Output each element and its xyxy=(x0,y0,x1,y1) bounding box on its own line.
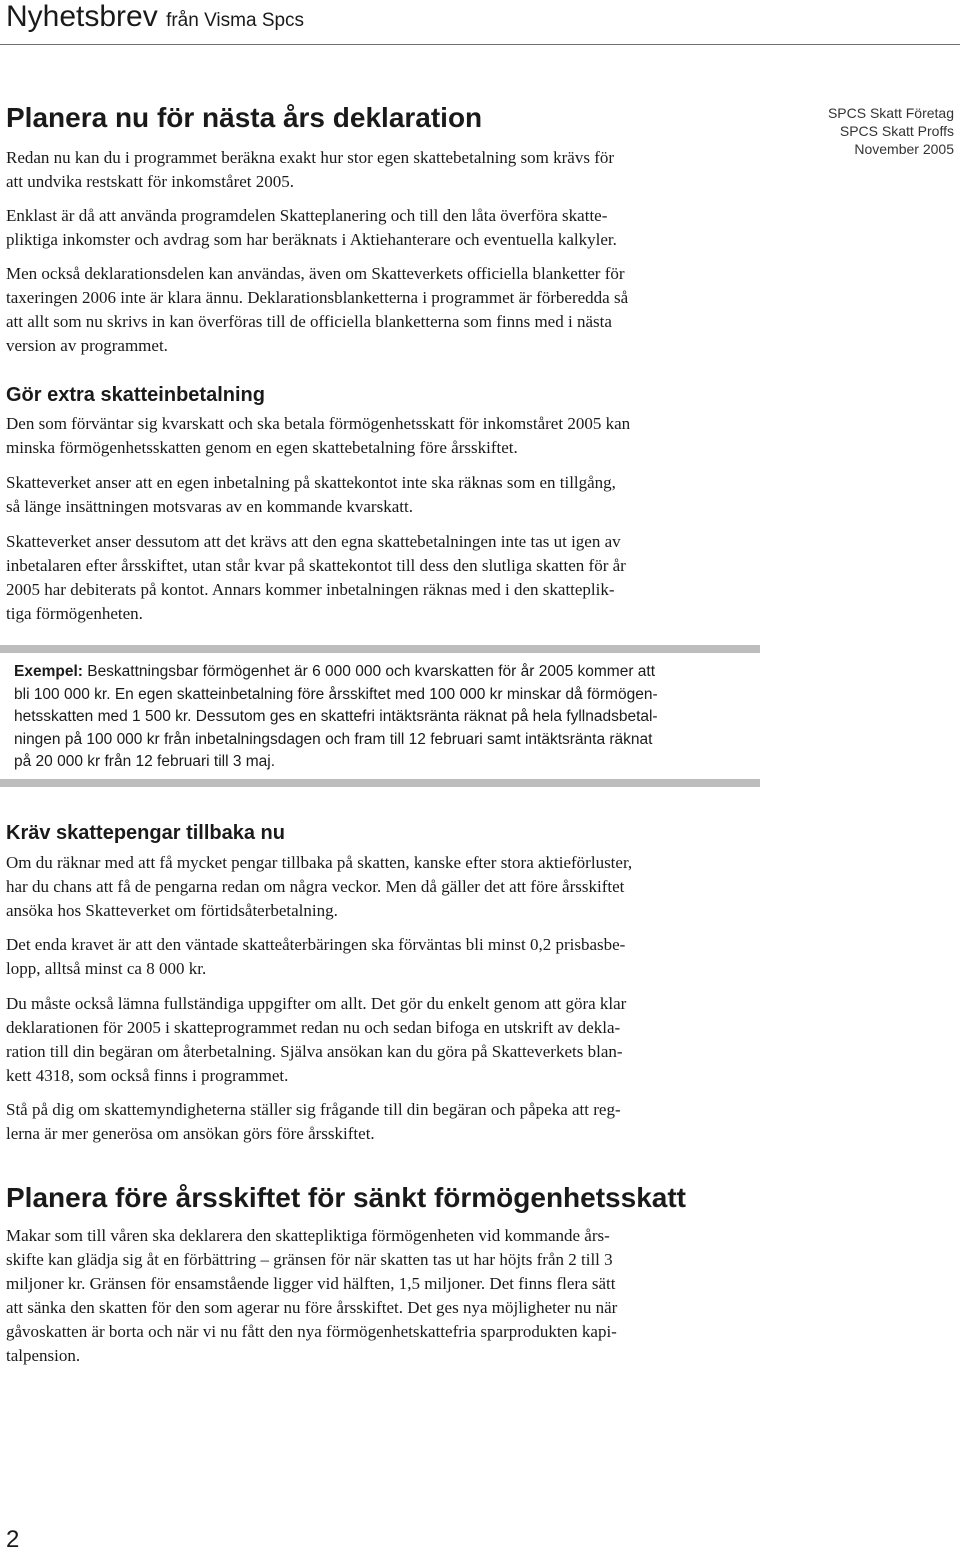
text-line: Den som förväntar sig kvarskatt och ska betala förmögenhetsskatt för inkomståret 2005 kan xyxy=(6,414,631,433)
text-line: har du chans att få de pengarna redan om några veckor. Men då gäller det att före årsskiftet xyxy=(6,877,625,896)
newsletter-subtitle: från Visma Spcs xyxy=(166,10,305,31)
paragraph xyxy=(6,146,614,194)
example-line: på 20 000 kr från 12 februari till 3 maj. xyxy=(14,753,276,770)
product-line: SPCS Skatt Företag xyxy=(827,105,954,121)
section-heading-krav-skattepengar: Kräv skattepengar tillbaka nu xyxy=(6,822,285,844)
example-box-bottom-bar xyxy=(0,779,760,787)
text-line: pliktiga inkomster och avdrag som har beräknats i Aktiehanterare och eventuella kalkyler. xyxy=(6,230,617,249)
example-lead: Exempel: xyxy=(14,663,83,680)
page-number: 2 xyxy=(6,1526,20,1553)
text-line: Redan nu kan du i programmet beräkna exakt hur stor egen skattebetalning som krävs för xyxy=(6,148,615,167)
example-line xyxy=(14,661,658,684)
text-line: att undvika restskatt för inkomståret 2005. xyxy=(6,172,294,191)
text-line: att sänka den skatten för den som agerar nu före årsskiftet. Det ges nya möjligheter nu när xyxy=(6,1298,618,1317)
text-line: Makar som till våren ska deklarera den skattepliktiga förmögenheten vid kommande års- xyxy=(6,1226,610,1245)
paragraph xyxy=(6,933,625,981)
product-info xyxy=(828,104,954,158)
text-line: tiga förmögenheten. xyxy=(6,604,143,623)
example-line: bli 100 000 kr. En egen skatteinbetalning före årsskiftet med 100 000 kr minskar då förmögen- xyxy=(14,685,658,703)
text-line: inbetalaren efter årsskiftet, utan står kvar på skattekontot till dess den slutliga skatten för år xyxy=(6,556,626,575)
paragraph xyxy=(6,471,616,519)
paragraph xyxy=(6,262,628,358)
text-line: Det enda kravet är att den väntade skatteåterbäringen ska förväntas bli minst 0,2 prisbasbe- xyxy=(6,935,626,954)
example-line: ningen på 100 000 kr från inbetalningsdagen och fram till 12 februari samt intäktsränta räknat xyxy=(14,730,653,748)
example-line: hetsskatten med 1 500 kr. Dessutom ges en skattefri intäktsränta räknat på hela fyllnadsbetal- xyxy=(14,708,658,725)
newsletter-title: Nyhetsbrev xyxy=(6,0,158,33)
section-heading-planera-deklaration: Planera nu för nästa års deklaration xyxy=(6,102,483,133)
text-line: miljoner kr. Gränsen för ensamstående ligger vid hälften, 1,5 miljoner. Det finns flera sätt xyxy=(6,1274,616,1293)
paragraph xyxy=(6,1098,621,1146)
example-box xyxy=(0,645,760,787)
text-line: Enklast är då att använda programdelen Skatteplanering och till den låta överföra skatte- xyxy=(6,206,608,225)
paragraph xyxy=(6,1224,617,1368)
paragraph xyxy=(6,204,617,252)
example-line-text: Beskattningsbar förmögenhet är 6 000 000 och kvarskatten för år 2005 kommer att xyxy=(82,663,656,680)
text-line: Stå på dig om skattemyndigheterna ställer sig frågande till din begäran och påpeka att reg- xyxy=(6,1100,621,1119)
text-line: 2005 har debiterats på kontot. Annars kommer inbetalningen räknas med i den skatteplik- xyxy=(6,580,615,599)
text-line: talpension. xyxy=(6,1346,81,1365)
text-line: deklarationen för 2005 i skatteprogrammet redan nu och sedan bifoga en utskrift av dekla- xyxy=(6,1018,621,1037)
text-line: gåvoskatten är borta och när vi nu fått den nya förmögenhetskattefria sparprodukten kapi- xyxy=(6,1322,617,1341)
text-line: kett 4318, som också finns i programmet. xyxy=(6,1066,289,1085)
paragraph xyxy=(6,851,632,923)
text-line: Men också deklarationsdelen kan användas, även om Skatteverkets officiella blanketter för xyxy=(6,264,625,283)
text-line: ansöka hos Skatteverket om förtidsåterbetalning. xyxy=(6,901,338,920)
issue-date: November 2005 xyxy=(854,141,954,157)
newsletter-header xyxy=(0,0,960,46)
text-line: taxeringen 2006 inte är klara ännu. Deklarationsblanketterna i programmet är förberedda så xyxy=(6,288,629,307)
section-heading-extra-skatteinbetalning: Gör extra skatteinbetalning xyxy=(6,384,265,406)
text-line: lerna är mer generösa om ansökan görs före årsskiftet. xyxy=(6,1124,375,1143)
example-text xyxy=(14,661,658,774)
text-line: ration till din begäran om återbetalning. Själva ansökan kan du göra på Skatteverkets blan- xyxy=(6,1042,623,1061)
text-line: lopp, alltså minst ca 8 000 kr. xyxy=(6,959,207,978)
example-box-top-bar xyxy=(0,645,760,653)
text-line: att allt som nu skrivs in kan överföras till de officiella blanketterna som finns med i nästa xyxy=(6,312,612,331)
paragraph xyxy=(6,992,626,1088)
paragraph xyxy=(6,412,630,460)
text-line: Du måste också lämna fullständiga uppgifter om allt. Det gör du enkelt genom att göra klar xyxy=(6,994,627,1013)
text-line: minska förmögenhetsskatten genom en egen skattebetalning före årsskiftet. xyxy=(6,438,518,457)
header-title xyxy=(6,0,304,38)
header-divider xyxy=(0,44,960,45)
paragraph xyxy=(6,530,626,626)
text-line: Om du räknar med att få mycket pengar tillbaka på skatten, kanske efter stora aktieförluster, xyxy=(6,853,633,872)
text-line: Skatteverket anser att en egen inbetalning på skattekontot inte ska räknas som en tillgång, xyxy=(6,473,616,492)
text-line: Skatteverket anser dessutom att det krävs att den egna skattebetalningen inte tas ut igen av xyxy=(6,532,621,551)
text-line: skifte kan glädja sig åt en förbättring – gränsen för när skatten tas ut har höjts från 2 till 3 xyxy=(6,1250,613,1269)
text-line: version av programmet. xyxy=(6,336,168,355)
text-line: så länge insättningen motsvaras av en kommande kvarskatt. xyxy=(6,497,413,516)
product-line: SPCS Skatt Proffs xyxy=(839,123,954,139)
section-heading-sankt-formogenhetsskatt: Planera före årsskiftet för sänkt förmögenhetsskatt xyxy=(6,1182,686,1213)
